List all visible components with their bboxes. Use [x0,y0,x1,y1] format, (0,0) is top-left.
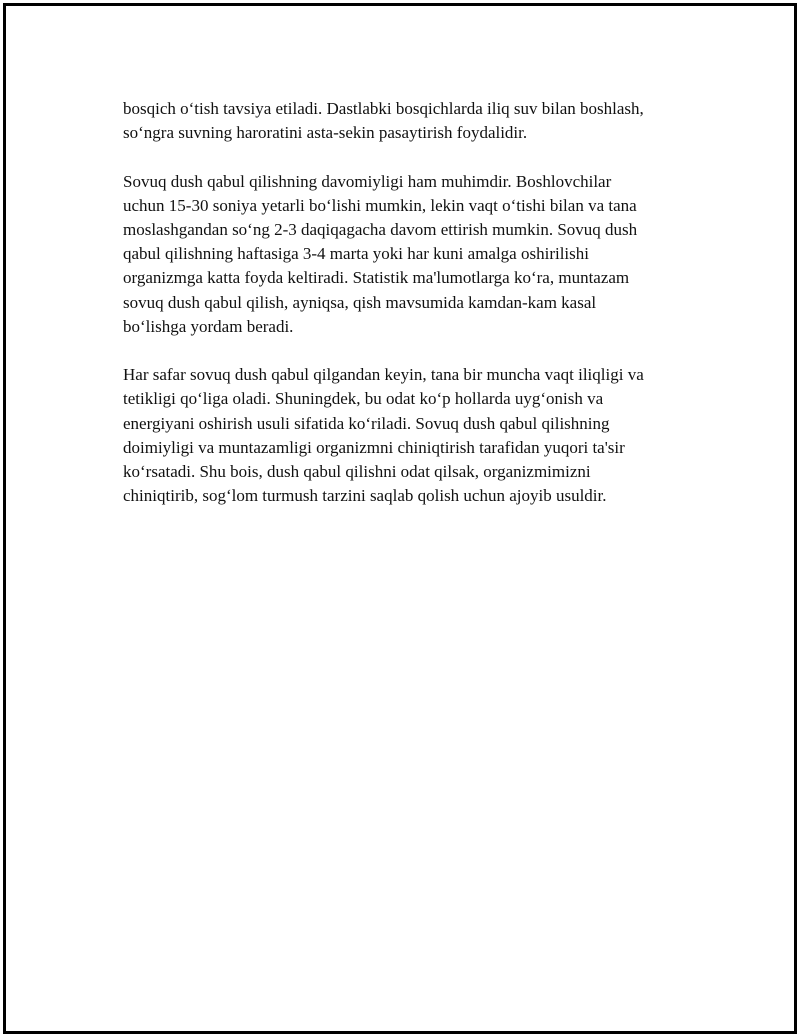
text-line: Har safar sovuq dush qabul qilgandan keyin, tana bir muncha vaqt iliqligi va [123,365,644,385]
text-line: tetikligi qo‘liga oladi. Shuningdek, bu odat ko‘p hollarda uyg‘onish va [123,389,604,409]
text-line: energiyani oshirish usuli sifatida ko‘riladi. Sovuq dush qabul qilishning [123,413,610,433]
text-line: sovuq dush qabul qilish, ayniqsa, qish mavsumida kamdan-kam kasal [123,292,597,312]
paragraph [123,363,703,508]
text-line: chiniqtirib, sog‘lom turmush tarzini saqlab qolish uchun ajoyib usuldir. [123,486,607,506]
text-line: doimiyligi va muntazamligi organizmni chiniqtirish tarafidan yuqori ta'sir [123,437,625,457]
text-line: bosqich o‘tish tavsiya etiladi. Dastlabki bosqichlarda iliq suv bilan boshlash, [123,99,644,118]
text-line: moslashgandan so‘ng 2-3 daqiqagacha davom ettirish mumkin. Sovuq dush [123,220,638,239]
text-line: so‘ngra suvning haroratini asta-sekin pasaytirish foydalidir. [123,123,528,143]
page-frame [3,3,797,1034]
paragraph [123,97,703,145]
text-line: organizmga katta foyda keltiradi. Statistik ma'lumotlarga ko‘ra, muntazam [123,268,630,288]
text-line: Sovuq dush qabul qilishning davomiyligi ham muhimdir. Boshlovchilar [123,171,612,191]
text-line: qabul qilishning haftasiga 3-4 marta yoki har kuni amalga oshirilishi [123,244,589,264]
text-line: bo‘lishga yordam beradi. [123,316,294,336]
document-body [123,97,703,533]
text-line: ko‘rsatadi. Shu bois, dush qabul qilishni odat qilsak, organizmimizni [123,462,591,482]
paragraph [123,170,703,339]
text-line: uchun 15-30 soniya yetarli bo‘lishi mumkin, lekin vaqt o‘tishi bilan va tana [123,195,637,215]
